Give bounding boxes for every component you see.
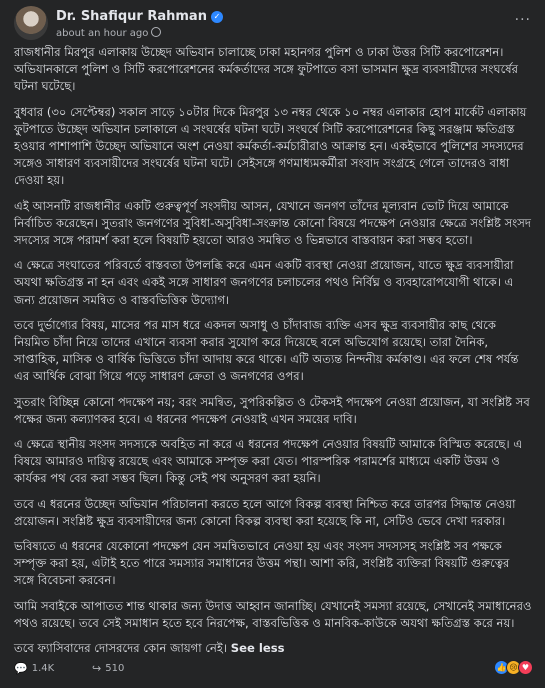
post-paragraph: এ ক্ষেত্রে সংঘাতের পরিবর্তে বাস্তবতা উপলব্ধি করে এমন একটি ব্যবস্থা নেওয়া প্রয়োজন, যাতে ক্ষুদ্র ব্যবসায়ীরা অযথা ক্ষতিগ্রস্ত না হন এবং একই সঙ্গে সাধারণ জনগণের চলাচলের পথও নির্বিঘ্ন ও ব্যবহারোপযোগী থাকে। এ জন্য প্রয়োজন সমন্বিত ও বাস্তবভিত্তিক উদ্যোগ। — [14, 258, 514, 307]
post-paragraph: তবে দুর্ভাগ্যের বিষয়, মাসের পর মাস ধরে একদল অসাধু ও চাঁদাবাজ ব্যক্তি এসব ক্ষুদ্র ব্যবসায়ীর কাছ থেকে নিয়মিত চাঁদা নিয়ে তাদের এখানে ব্যবসা করার সুযোগ করে দিয়েছে বলে অভিযোগ রয়েছে। তারা দৈনিক, সাপ্তাহিক, মাসিক ও বার্ষিক ভিত্তিতে চাঁদা আদায় করে থাকে। এটি অত্যন্ত নিন্দনীয় কর্মকাণ্ড। এর ফলে শেষ পর্যন্ত এর আর্থিক বোঝা গিয়ে পড়ে সাধারণ ক্রেতা ও জনগণের ওপর। — [14, 317, 519, 384]
post-paragraph: আমি সবাইকে আপাতত শান্ত থাকার জন্য উদাত্ত আহ্বান জানাচ্ছি। যেখানেই সমস্যা রয়েছে, সেখানেই সমাধানেরও পথও রয়েছে। তবে সেই সমাধান হতে হবে নিরপেক্ষ, বাস্তবভিত্তিক ও মানবিক-কাউকে অযথা ক্ষতিগ্রস্ত করে নয়। — [14, 598, 532, 630]
like-reaction-icon: 👍 — [494, 660, 509, 675]
post-paragraph: ভবিষ্যতে এ ধরনের যেকোনো পদক্ষেপ যেন সমন্বিতভাবে নেওয়া হয় এবং সংসদ সদস্যসহ সংশ্লিষ্ট সব পক্ষকে সম্পৃক্ত করা হয়, এটাই হতে পারে সমস্যার সমাধানের উত্তম পন্থা। আশা করি, সংশ্লিষ্ট ব্যক্তিরা বিষয়টি গুরুত্বের সঙ্গে বিবেচনা করবেন। — [14, 539, 510, 588]
globe-icon — [151, 27, 161, 37]
post-header — [0, 0, 545, 44]
verified-badge-icon: ✓ — [211, 11, 223, 23]
love-reaction-icon: ♥ — [518, 660, 533, 675]
post-paragraph: সুতরাং বিচ্ছিন্ন কোনো পদক্ষেপ নয়; বরং সমন্বিত, সুপরিকল্পিত ও টেকসই পদক্ষেপ নেওয়া প্রয়োজন, যা সংশ্লিষ্ট সব পক্ষের জন্য কল্যাণকর হবে। এ ধরনের পদক্ষেপ নেওয়াই এখন সময়ের দাবি। — [14, 394, 530, 426]
shares-count: 510 — [105, 663, 125, 674]
post-footer — [0, 658, 545, 682]
sad-reaction-icon: 😢 — [506, 660, 521, 675]
post-body — [14, 44, 532, 665]
post-paragraph: এ ক্ষেত্রে স্থানীয় সংসদ সদস্যকে অবহিত না করে এ ধরনের পদক্ষেপ নেওয়ার বিষয়টি আমাকে বিস্মিত করেছে। এ বিষয়ে আমারও দায়িত্ব রয়েছে এবং আমাকে সম্পৃক্ত করা যেত। পারস্পরিক পরামর্শের মাধ্যমে একটি উত্তম ও কার্যকর পথ বের করা সম্ভব ছিল। কিন্তু সেই পথ অনুসরণ করা হয়নি। — [14, 437, 523, 486]
comment-icon: 💬 — [14, 662, 28, 675]
more-options-icon[interactable]: ··· — [514, 12, 531, 28]
share-icon: ↪ — [92, 662, 102, 675]
author-avatar[interactable] — [14, 6, 48, 40]
post-paragraph-last — [14, 640, 532, 657]
post-paragraph: বুধবার (৩০ সেপ্টেম্বর) সকাল সাড়ে ১০টার দিকে মিরপুর ১৩ নম্বর থেকে ১০ নম্বর এলাকার হোপ মার্কেট এলাকায় ফুটপাতে উচ্ছেদ অভিযান চলাকালে এ সংঘর্ষের ঘটনা ঘটে। সংঘর্ষে সিটি করপোরেশনের কিছু সরঞ্জাম ক্ষতিগ্রস্ত হওয়ার পাশাপাশি উচ্ছেদ অভিযানে অংশ নেওয়া কর্মকর্তা-কর্মচারীরাও আক্রান্ত হন। একইভাবে পুলিশের সদস্যদের সঙ্গেও সাধারণ ব্যবসায়ীদের সংঘর্ষের ঘটনা ঘটে। সেইসঙ্গে গণমাধ্যমকর্মীরা সংবাদ সংগ্রহে গেলে তাদেরও বাধা দেওয়া হয়। — [14, 104, 527, 188]
post-paragraph: রাজধানীর মিরপুর এলাকায় উচ্ছেদ অভিযান চালাচ্ছে ঢাকা মহানগর পুলিশ ও ঢাকা উত্তর সিটি করপোরেশন। অভিযানকালে পুলিশ ও সিটি করপোরেশনের কর্মকর্তাদের সঙ্গে ফুটপাতে বসা ভাসমান ক্ষুদ্র ব্যবসায়ীদের সংঘর্ষের ঘটনা ঘটেছে। — [14, 45, 518, 94]
comments-count: 1.4K — [31, 663, 55, 674]
shares-count-button[interactable] — [92, 662, 124, 675]
author-name-link[interactable] — [56, 9, 223, 24]
post-paragraph: তবে এ ধরনের উচ্ছেদ অভিযান পরিচালনা করতে হলে আগে বিকল্প ব্যবস্থা নিশ্চিত করে তারপর সিদ্ধান্ত নেওয়া প্রয়োজন। সংশ্লিষ্ট ক্ষুদ্র ব্যবসায়ীদের জন্য কোনো বিকল্প ব্যবস্থা করা হয়েছে কি না, সেটিও ভেবে দেখা দরকার। — [14, 496, 516, 528]
author-name[interactable]: Dr. Shafiqur Rahman — [56, 9, 207, 24]
post-paragraph-text: তবে ফ্যাসিবাদের দোসরদের কোন জায়গা নেই। — [14, 641, 228, 656]
reactions-summary[interactable] — [497, 660, 533, 675]
post-time[interactable]: about an hour ago — [56, 28, 149, 39]
see-less-link[interactable]: See less — [230, 641, 285, 656]
post-paragraph: এই আসনটি রাজধানীর একটি গুরুত্বপূর্ণ সংসদীয় আসন, যেখানে জনগণ তাঁদের মূল্যবান ভোট দিয়ে আমাকে নির্বাচিত করেছেন। সুতরাং জনগণের সুবিধা-অসুবিধা-সংক্রান্ত কোনো বিষয়ে পদক্ষেপ নেওয়ার ক্ষেত্রে সংশ্লিষ্ট সংসদ সদস্যের সঙ্গে পরামর্শ করা হলে বিষয়টি হয়তো আরও সমন্বিত ও ভিন্নভাবে বাস্তবায়ন করা সম্ভব হতো। — [14, 198, 531, 248]
comments-count-button[interactable] — [14, 662, 54, 675]
post-meta — [56, 27, 161, 39]
